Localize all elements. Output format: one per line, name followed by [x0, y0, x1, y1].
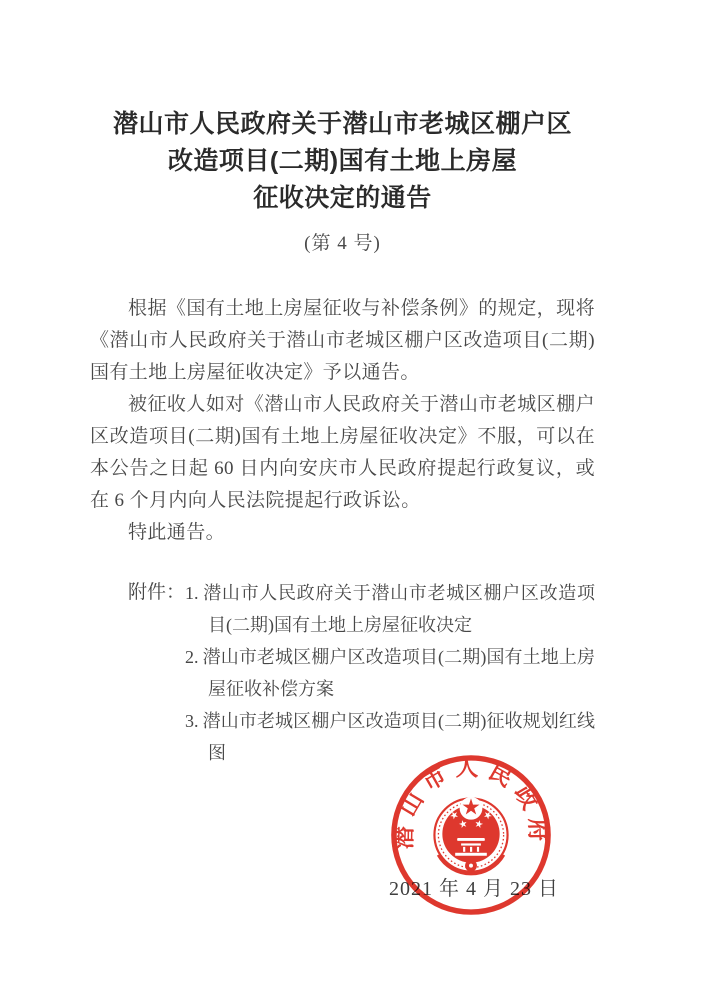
attachment-marker-2: 2. — [185, 647, 199, 667]
issue-date: 2021 年 4 月 23 日 — [389, 878, 559, 900]
title-line-3: 征收决定的通告 — [253, 184, 432, 212]
document-number: (第 4 号) — [304, 233, 381, 254]
title-line-2: 改造项目(二期)国有土地上房屋 — [167, 147, 518, 175]
attachment-text-3: 潜山市老城区棚户区改造项目(二期)征收规划红线图 — [202, 711, 595, 763]
attachment-text-1: 潜山市人民政府关于潜山市老城区棚户区改造项目(二期)国有土地上房屋征收决定 — [202, 583, 595, 635]
attachment-marker-3: 3. — [185, 711, 199, 731]
document-title — [90, 106, 595, 217]
document-body — [90, 293, 595, 549]
attachment-marker-1: 1. — [185, 583, 199, 603]
official-seal — [387, 751, 555, 919]
paragraph-legal-basis: 根据《国有土地上房屋征收与补偿条例》的规定，现将《潜山市人民政府关于潜山市老城区棚户区改造项目(二期)国有土地上房屋征收决定》予以通告。 — [90, 298, 595, 383]
paragraph-closing: 特此通告。 — [128, 522, 226, 543]
paragraph-appeal-rights: 被征收人如对《潜山市人民政府关于潜山市老城区棚户区改造项目(二期)国有土地上房屋征收决定》不服，可以在本公告之日起 60 日内向安庆市人民政府提起行政复议，或在 6 个月内向人民法院提起行政诉讼。 — [90, 394, 595, 511]
seal-text: 潜山市人民政府 — [390, 754, 552, 850]
attachment-text-2: 潜山市老城区棚户区改造项目(二期)国有土地上房屋征收补偿方案 — [202, 647, 595, 699]
attachment-item-1 — [185, 577, 595, 641]
attachments-section — [90, 577, 595, 769]
attachments-label: 附件： — [128, 582, 186, 603]
document-content — [90, 0, 595, 769]
national-emblem-icon — [434, 797, 507, 874]
title-line-1: 潜山市人民政府关于潜山市老城区棚户区 — [112, 110, 572, 138]
attachments-list — [185, 577, 595, 769]
attachment-item-2 — [185, 641, 595, 705]
